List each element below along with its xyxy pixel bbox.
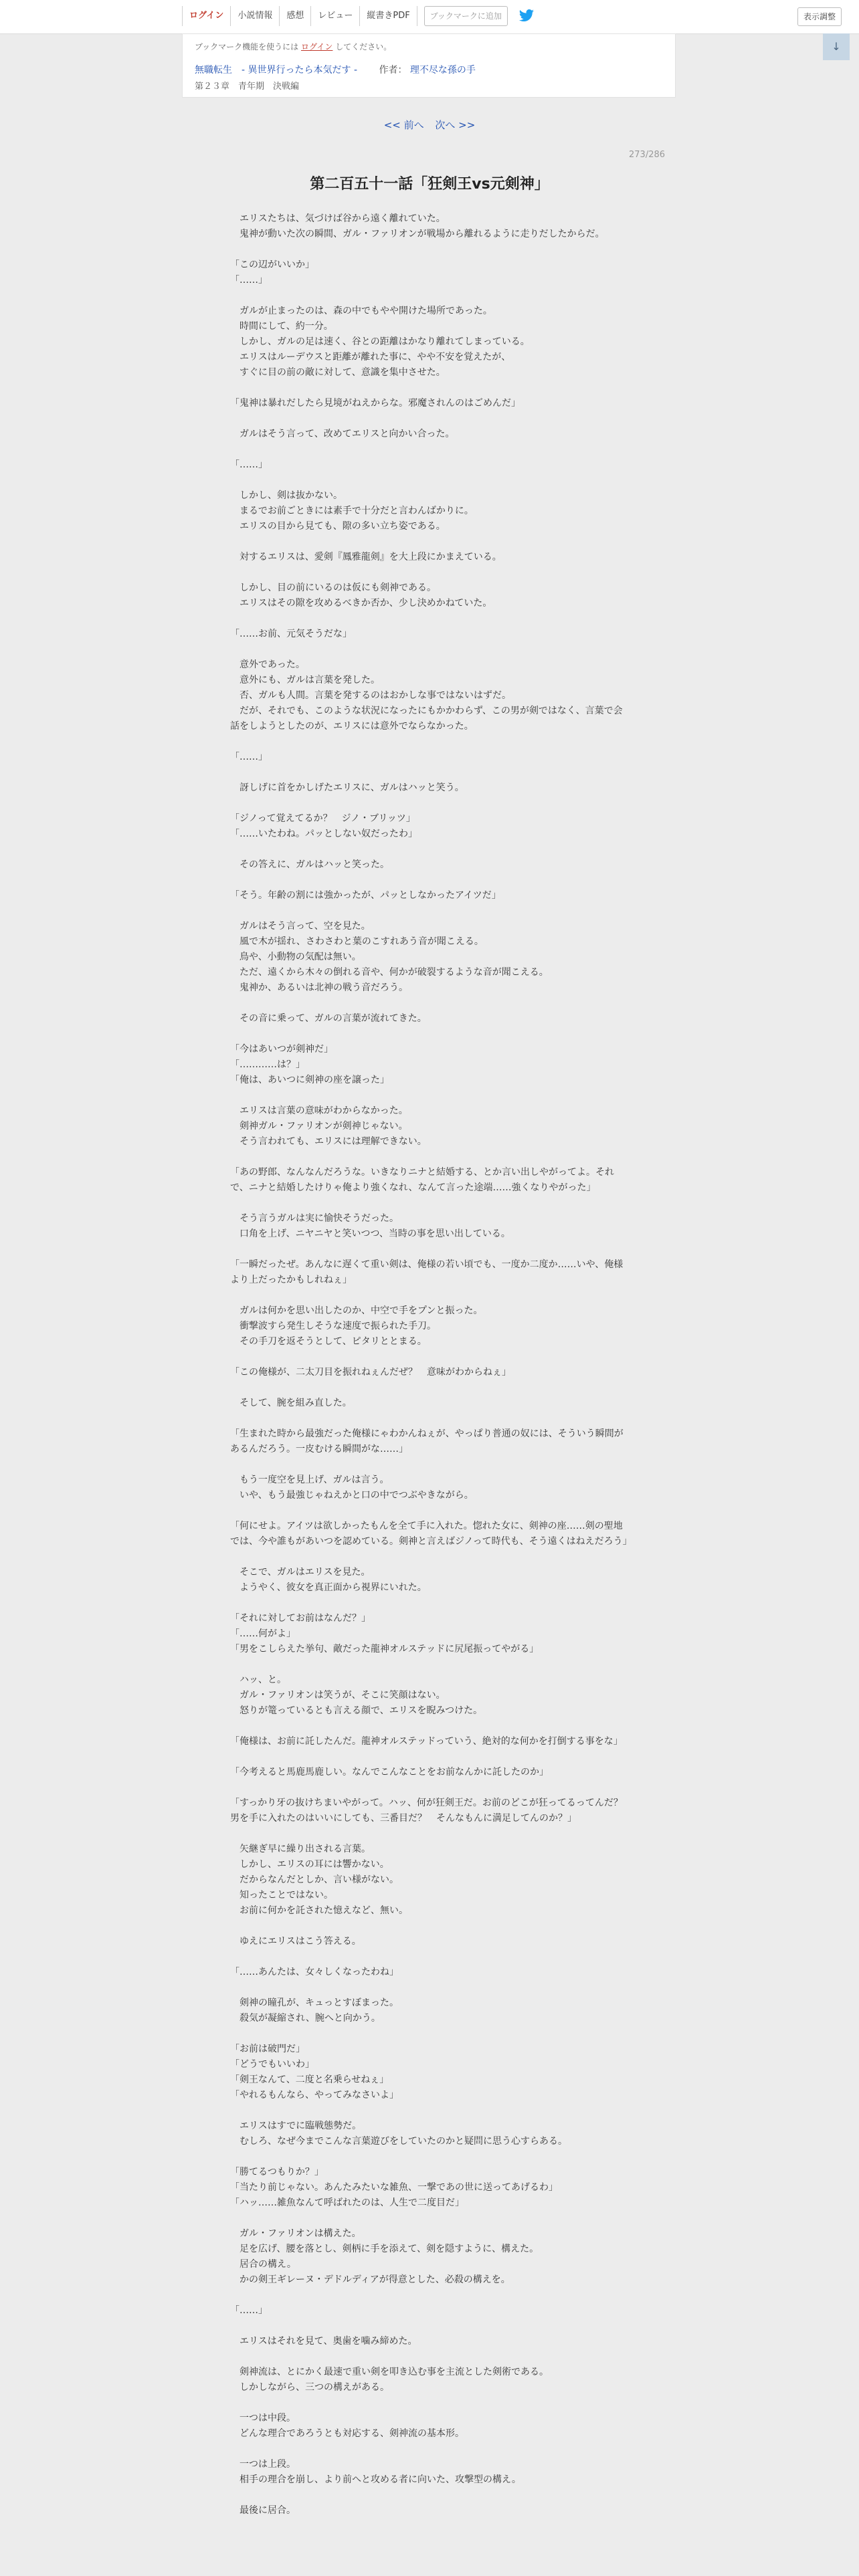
body-line bbox=[230, 1919, 629, 1934]
body-line: その手刀を返そうとして、ピタリととまる。 bbox=[230, 1336, 427, 1347]
body-line: 「……お前、元気そうだな」 bbox=[230, 629, 352, 639]
body-line bbox=[230, 534, 629, 550]
body-line: 「お前は破門だ」 bbox=[230, 2044, 305, 2054]
body-line: しかし、剣は抜かない。 bbox=[230, 490, 343, 501]
vertical-pdf-link[interactable]: 縦書きPDF bbox=[360, 6, 417, 26]
body-line bbox=[230, 796, 629, 811]
body-line bbox=[230, 2488, 629, 2503]
body-line: ガルはそう言って、空を見た。 bbox=[230, 921, 371, 932]
body-line bbox=[230, 734, 629, 750]
novel-info-box bbox=[182, 33, 676, 98]
body-line bbox=[230, 1949, 629, 1965]
body-line: エリスはルーデウスと距離が離れた事に、やや不安を覚えたが、 bbox=[230, 352, 511, 362]
body-line: そこで、ガルはエリスを見た。 bbox=[230, 1567, 371, 1578]
body-line bbox=[230, 288, 629, 304]
body-line bbox=[230, 1826, 629, 1842]
body-line: 「剣王なんて、二度と名乗らせねぇ」 bbox=[230, 2074, 389, 2085]
body-line bbox=[230, 1088, 629, 1103]
body-line bbox=[230, 242, 629, 257]
body-line bbox=[230, 1657, 629, 1673]
body-line: その答えに、ガルはハッと笑った。 bbox=[230, 859, 389, 870]
page-number: 273/286 bbox=[629, 150, 666, 160]
body-line bbox=[230, 1780, 629, 1796]
body-line: 時間にして、約一分。 bbox=[230, 321, 333, 332]
body-line: 訝しげに首をかしげたエリスに、ガルはハッと笑う。 bbox=[230, 782, 464, 793]
body-line bbox=[230, 842, 629, 857]
display-settings-button[interactable]: 表示調整 bbox=[797, 7, 842, 26]
notice-prefix: ブックマーク機能を使うには bbox=[195, 42, 299, 51]
body-line: 最後に居合。 bbox=[230, 2505, 296, 2516]
body-line: ハッ、と。 bbox=[230, 1675, 286, 1685]
body-line bbox=[230, 873, 629, 888]
twitter-icon[interactable] bbox=[517, 7, 536, 25]
body-line: 「……」 bbox=[230, 275, 268, 286]
body-line: 鳥や、小動物の気配は無い。 bbox=[230, 952, 361, 962]
body-line: 足を広げ、腰を落とし、剣柄に手を添えて、剣を隠すように、構えた。 bbox=[230, 2244, 539, 2254]
body-line: ガルはそう言って、改めてエリスと向かい合った。 bbox=[230, 429, 455, 439]
body-line bbox=[230, 411, 629, 427]
body-line: 相手の理合を崩し、より前へと攻める者に向いた、攻撃型の構え。 bbox=[230, 2474, 521, 2485]
body-line bbox=[230, 1027, 629, 1042]
body-line: 「鬼神は暴れだしたら見境がねえからな。邪魔されんのはごめんだ」 bbox=[230, 398, 520, 409]
novel-body bbox=[230, 211, 632, 2518]
body-line bbox=[230, 611, 629, 627]
body-line bbox=[230, 2442, 629, 2457]
body-line: 「…………は？」 bbox=[230, 1059, 305, 1070]
body-line: しかしながら、三つの構えがある。 bbox=[230, 2382, 389, 2393]
body-line: 「男をこしらえた挙句、敵だった龍神オルステッドに尻尾振ってやがる」 bbox=[230, 1644, 539, 1654]
body-line: 「一瞬だったぜ。あんなに遅くて重い剣は、俺様の若い頃でも、一度か二度か……いや、俺様より上だったかもしれねぇ」 bbox=[230, 1259, 624, 1285]
body-line: 意外であった。 bbox=[230, 659, 305, 670]
body-line: 剣神の瞳孔が、キュっとすぼまった。 bbox=[230, 1998, 399, 2008]
body-line: 「この辺がいいか」 bbox=[230, 259, 314, 270]
novel-info-link[interactable]: 小説情報 bbox=[231, 6, 280, 26]
series-title-link[interactable]: 無職転生 - 異世界行ったら本気だす - bbox=[195, 65, 358, 76]
body-line bbox=[230, 473, 629, 488]
body-line: 「この俺様が、二太刀目を振れねぇんだぜ？ 意味がわからねぇ」 bbox=[230, 1367, 511, 1378]
body-line bbox=[230, 1150, 629, 1165]
body-line bbox=[230, 2103, 629, 2119]
body-line: だが、それでも、このような状況になったにもかかわらず、この男が剣ではなく、言葉で会話をしようとしたのが、エリスには意外でならなかった。 bbox=[230, 706, 623, 732]
body-line: すぐに目の前の敵に対して、意識を集中させた。 bbox=[230, 367, 446, 378]
body-line: そう言われても、エリスには理解できない。 bbox=[230, 1136, 427, 1147]
body-line: 「ハッ……雑魚なんて呼ばれたのは、人生で二度目だ」 bbox=[230, 2197, 464, 2208]
body-line: 殺気が凝縮され、腕へと向かう。 bbox=[230, 2013, 381, 2024]
body-line: 「そう。年齢の割には強かったが、パッとしなかったアイツだ」 bbox=[230, 890, 501, 901]
login-notice bbox=[195, 41, 663, 52]
pager bbox=[0, 118, 859, 132]
notice-suffix: してください。 bbox=[335, 42, 392, 51]
body-line bbox=[230, 442, 629, 457]
body-line: ガル・ファリオンは構えた。 bbox=[230, 2228, 361, 2239]
body-line bbox=[230, 1411, 629, 1426]
body-line bbox=[230, 903, 629, 919]
body-line bbox=[230, 1719, 629, 1734]
body-line bbox=[230, 1980, 629, 1996]
body-line: 意外にも、ガルは言葉を発した。 bbox=[230, 675, 380, 685]
body-line bbox=[230, 1457, 629, 1473]
body-line: 知ったことではない。 bbox=[230, 1890, 333, 1901]
body-line bbox=[230, 642, 629, 657]
body-line: 「……あんたは、女々しくなったわね」 bbox=[230, 1967, 399, 1977]
body-line bbox=[230, 2319, 629, 2334]
body-line bbox=[230, 2026, 629, 2042]
body-line: 「……何がよ」 bbox=[230, 1628, 296, 1639]
body-line: 矢継ぎ早に繰り出される言葉。 bbox=[230, 1844, 371, 1854]
body-line bbox=[230, 2349, 629, 2365]
body-line: 「ジノって覚えてるか？ ジノ・ブリッツ」 bbox=[230, 813, 415, 824]
body-line: 「……」 bbox=[230, 752, 268, 762]
top-bar bbox=[0, 0, 859, 34]
scroll-down-button[interactable] bbox=[823, 33, 850, 60]
body-line: だからなんだとしか、言い様がない。 bbox=[230, 1874, 399, 1885]
body-line: しかし、目の前にいるのは仮にも剣神である。 bbox=[230, 582, 436, 593]
body-line bbox=[230, 1596, 629, 1611]
login-link[interactable]: ログイン bbox=[182, 6, 231, 26]
body-line bbox=[230, 1549, 629, 1565]
body-line: ガル・ファリオンは笑うが、そこに笑顔はない。 bbox=[230, 1690, 446, 1701]
body-line bbox=[230, 1749, 629, 1765]
body-line: 「今はあいつが剣神だ」 bbox=[230, 1044, 333, 1055]
body-line bbox=[230, 565, 629, 580]
body-line: しかし、エリスの耳には響かない。 bbox=[230, 1859, 389, 1870]
impressions-link[interactable]: 感想 bbox=[280, 6, 311, 26]
body-line bbox=[230, 381, 629, 396]
arrow-down-icon: ↓ bbox=[832, 40, 841, 53]
body-line: どんな理合であろうとも対応する、剣神流の基本形。 bbox=[230, 2428, 464, 2439]
body-line: いや、もう最強じゃねえかと口の中でつぶやきながら。 bbox=[230, 1490, 474, 1501]
body-line: 一つは中段。 bbox=[230, 2413, 296, 2424]
body-line: 「どうでもいいわ」 bbox=[230, 2059, 314, 2070]
review-link[interactable]: レビュー bbox=[311, 6, 360, 26]
body-line: 「当たり前じゃない。あんたみたいな雑魚、一撃であの世に送ってあげるわ」 bbox=[230, 2182, 558, 2193]
body-line: 「俺様は、お前に託したんだ。龍神オルステッドっていう、絶対的な何かを打倒する事をな」 bbox=[230, 1736, 623, 1747]
body-line: そして、腕を組み直した。 bbox=[230, 1398, 352, 1408]
body-line bbox=[230, 1503, 629, 1519]
chapter-title: 第二百五十一話「狂剣王vs元剣神」 bbox=[310, 176, 549, 193]
body-line: 口角を上げ、ニヤニヤと笑いつつ、当時の事を思い出している。 bbox=[230, 1228, 510, 1239]
header-nav bbox=[182, 6, 536, 26]
body-line: ガルが止まったのは、森の中でもやや開けた場所であった。 bbox=[230, 306, 492, 316]
body-line: 「今考えると馬鹿馬鹿しい。なんでこんなことをお前なんかに託したのか」 bbox=[230, 1767, 549, 1778]
body-line: 「生まれた時から最強だった俺様にゃわかんねぇが、やっぱり普通の奴には、そういう瞬間があるんだろう。一皮むける瞬間がな……」 bbox=[230, 1428, 624, 1455]
chapter-label: 第２３章 青年期 決戦編 bbox=[195, 82, 300, 92]
body-line: そう言うガルは実に愉快そうだった。 bbox=[230, 1213, 399, 1224]
body-line: 「……いたわね。パッとしない奴だったわ」 bbox=[230, 829, 417, 839]
body-line: 「勝てるつもりか？」 bbox=[230, 2167, 324, 2177]
body-line: 「やれるもんなら、やってみなさいよ」 bbox=[230, 2090, 399, 2101]
body-line bbox=[230, 765, 629, 780]
body-line bbox=[230, 1380, 629, 1396]
series-line bbox=[195, 63, 663, 76]
body-line: 「……」 bbox=[230, 459, 268, 470]
body-line bbox=[230, 2395, 629, 2411]
body-line: エリスたちは、気づけば谷から遠く離れていた。 bbox=[230, 213, 446, 224]
body-line: 怒りが篭っているとも言える顔で、エリスを睨みつけた。 bbox=[230, 1705, 483, 1716]
body-line: ただ、遠くから木々の倒れる音や、何かが破裂するような音が聞こえる。 bbox=[230, 967, 549, 978]
body-line: 「俺は、あいつに剣神の座を譲った」 bbox=[230, 1075, 389, 1085]
body-line: 「何にせよ。アイツは欲しかったもんを全て手に入れた。惚れた女に、剣神の座……剣の聖地では、今や誰もがあいつを認めている。剣神と言えばジノって時代も、そう遠くはねえだろう」 bbox=[230, 1521, 632, 1547]
body-line bbox=[230, 996, 629, 1011]
body-line: お前に何かを託された憶えなど、無い。 bbox=[230, 1905, 408, 1916]
body-line: 一つは上段。 bbox=[230, 2459, 296, 2470]
body-line: エリスはそれを見て、奥歯を噛み締めた。 bbox=[230, 2336, 417, 2347]
body-line: その音に乗って、ガルの言葉が流れてきた。 bbox=[230, 1013, 427, 1024]
body-line: かの剣王ギレーヌ・デドルディアが得意とした、必殺の構えを。 bbox=[230, 2274, 510, 2285]
body-line: エリスはその隙を攻めるべきか否か、少し決めかねていた。 bbox=[230, 598, 492, 609]
body-line: 鬼神が動いた次の瞬間、ガル・ファリオンが戦場から離れるように走りだしたからだ。 bbox=[230, 229, 605, 239]
body-line: ようやく、彼女を真正面から視界にいれた。 bbox=[230, 1582, 427, 1593]
body-line bbox=[230, 2211, 629, 2226]
notice-login-link[interactable]: ログイン bbox=[301, 42, 333, 51]
body-line: 否、ガルも人間。言葉を発するのはおかしな事ではないはずだ。 bbox=[230, 690, 511, 701]
body-line bbox=[230, 1350, 629, 1365]
body-line bbox=[230, 1288, 629, 1303]
body-line: もう一度空を見上げ、ガルは言う。 bbox=[230, 1475, 389, 1485]
body-line: エリスの目から見ても、隙の多い立ち姿である。 bbox=[230, 521, 446, 532]
body-line: しかし、ガルの足は速く、谷との距離はかなり離れてしまっている。 bbox=[230, 336, 530, 347]
body-line: 「……」 bbox=[230, 2305, 268, 2316]
next-link[interactable]: 次へ >> bbox=[435, 119, 476, 131]
body-line: 「それに対してお前はなんだ？」 bbox=[230, 1613, 371, 1624]
body-line: 「あの野郎、なんなんだろうな。いきなりニナと結婚する、とか言い出しやがってよ。それで、ニナと結婚したけりゃ俺より強くなれ、なんて言った途端……強くなりやがった」 bbox=[230, 1167, 614, 1193]
body-line: エリスはすでに臨戦態勢だ。 bbox=[230, 2121, 362, 2131]
body-line bbox=[230, 1196, 629, 1211]
body-line: ガルは何かを思い出したのか、中空で手をプンと振った。 bbox=[230, 1305, 483, 1316]
body-line bbox=[230, 2288, 629, 2303]
add-bookmark-button[interactable]: ブックマークに追加 bbox=[424, 6, 508, 26]
body-line bbox=[230, 2149, 629, 2165]
body-line: 衝撃波すら発生しそうな速度で振られた手刀。 bbox=[230, 1321, 436, 1331]
prev-link[interactable]: << 前へ bbox=[383, 119, 424, 131]
body-line: 剣神流は、とにかく最速で重い剣を叩き込む事を主流とした剣術である。 bbox=[230, 2367, 549, 2377]
body-line: むしろ、なぜ今までこんな言葉遊びをしていたのかと疑問に思う心すらある。 bbox=[230, 2136, 567, 2147]
body-line: 「すっかり牙の抜けちまいやがって。ハッ、何が狂剣王だ。お前のどこが狂ってるってんだ？ 男を手に入れたのはいいにしても、三番目だ？ そんなもんに満足してんのか？」 bbox=[230, 1798, 632, 1824]
author-link[interactable]: 理不尽な孫の手 bbox=[409, 65, 476, 76]
body-line: エリスは言葉の意味がわからなかった。 bbox=[230, 1105, 408, 1116]
body-line: 鬼神か、あるいは北神の戦う音だろう。 bbox=[230, 982, 408, 993]
body-line: 対するエリスは、愛剣『鳳雅龍剣』を大上段にかまえている。 bbox=[230, 552, 502, 562]
body-line: 居合の構え。 bbox=[230, 2259, 296, 2270]
body-line: 風で木が揺れ、さわさわと葉のこすれあう音が聞こえる。 bbox=[230, 936, 484, 947]
body-line: ゆえにエリスはこう答える。 bbox=[230, 1936, 361, 1947]
body-line bbox=[230, 1242, 629, 1257]
body-line: まるでお前ごときには素手で十分だと言わんばかりに。 bbox=[230, 506, 474, 516]
body-line: 剣神ガル・ファリオンが剣神じゃない。 bbox=[230, 1121, 408, 1132]
author-label: 作者： bbox=[379, 65, 407, 76]
